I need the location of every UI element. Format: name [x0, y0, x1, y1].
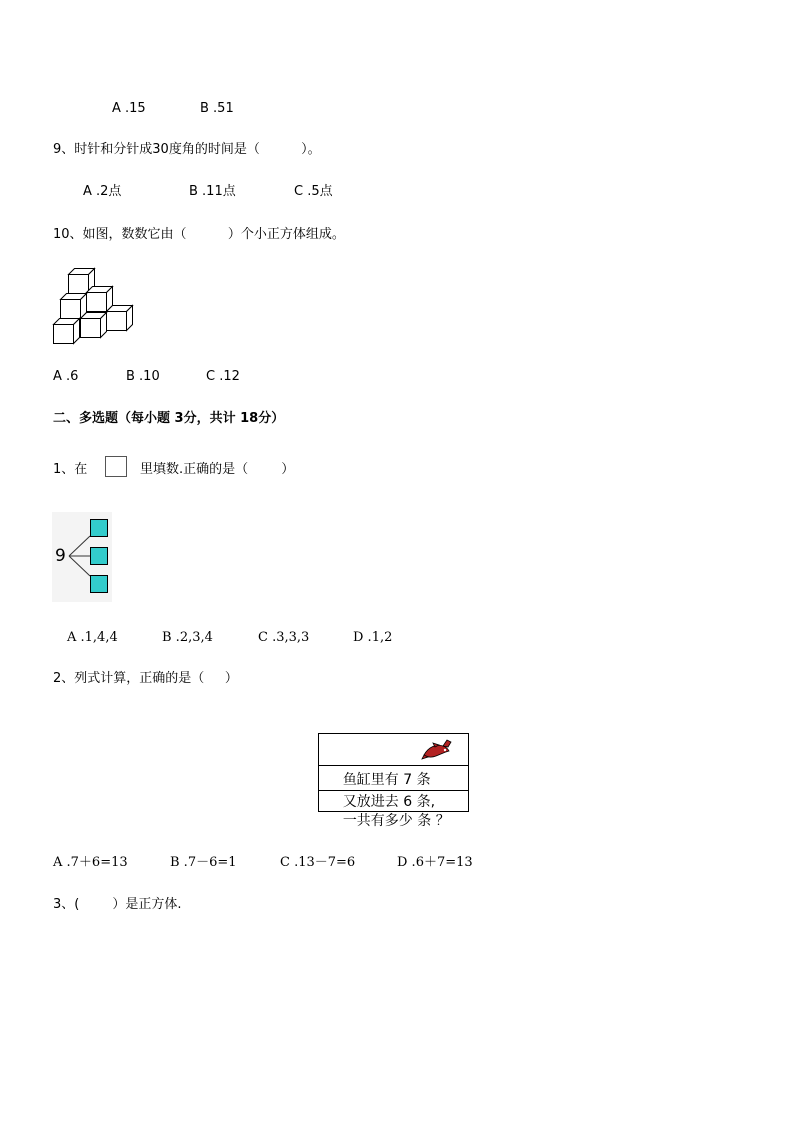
cube-bottom-left — [54, 319, 80, 344]
story-problem-box — [318, 733, 469, 829]
m1-option-b: B .2,3,4 — [162, 630, 213, 645]
cube-stack-figure — [52, 266, 134, 346]
m3-question: 3、( ）是正方体. — [53, 897, 182, 912]
q9-option-c: C .5点 — [294, 184, 333, 199]
story-text-3: 一共有多少 条 ？ — [342, 813, 450, 829]
total-number: 9 — [55, 546, 66, 566]
m2-option-a: A .7＋6=13 — [53, 855, 128, 870]
story-text-1: 鱼缸里有 7 条 — [342, 772, 431, 788]
cube-bottom-middle — [81, 313, 107, 338]
q8-option-b: B .51 — [200, 101, 234, 116]
fish-icon — [421, 738, 453, 760]
story-row-1 — [319, 734, 468, 788]
story-text-2: 又放进去 6 条, — [342, 794, 436, 810]
m1-option-c: C .3,3,3 — [258, 630, 310, 645]
q9-question: 9、时针和分针成30度角的时间是（ ）。 — [53, 142, 321, 157]
m1-option-a: A .1,4,4 — [67, 630, 118, 645]
q9-option-b: B .11点 — [189, 184, 236, 199]
answer-box-1 — [91, 520, 108, 537]
answer-box-3 — [91, 576, 108, 593]
decomposition-diagram — [52, 512, 112, 602]
m1-question-prefix: 1、在 — [53, 462, 88, 477]
cube-row2-right — [87, 287, 113, 312]
story-row-2 — [319, 766, 468, 810]
q8-option-a: A .15 — [112, 101, 146, 116]
m2-option-c: C .13－7=6 — [280, 855, 356, 870]
m2-question: 2、列式计算，正确的是（ ） — [53, 671, 238, 686]
q9-option-a: A .2点 — [83, 184, 122, 199]
cube-bottom-right — [107, 306, 133, 331]
story-row-3 — [319, 791, 468, 829]
q10-question: 10、如图，数数它由（ ）个小正方体组成。 — [53, 227, 345, 242]
blank-box-icon — [105, 456, 127, 477]
q10-option-a: A .6 — [53, 369, 79, 384]
branch-lines — [69, 536, 90, 576]
q10-option-c: C .12 — [206, 369, 240, 384]
m1-option-d: D .1,2 — [353, 630, 393, 645]
answer-boxes — [91, 520, 108, 593]
m1-question-suffix: 里填数.正确的是（ ） — [140, 462, 295, 477]
m2-option-b: B .7－6=1 — [170, 855, 237, 870]
q10-option-b: B .10 — [126, 369, 160, 384]
answer-box-2 — [91, 548, 108, 565]
cube-row2-left — [61, 294, 87, 319]
m2-option-d: D .6＋7=13 — [397, 855, 473, 870]
section2-heading: 二、多选题（每小题 3分，共计 18分） — [53, 411, 285, 426]
